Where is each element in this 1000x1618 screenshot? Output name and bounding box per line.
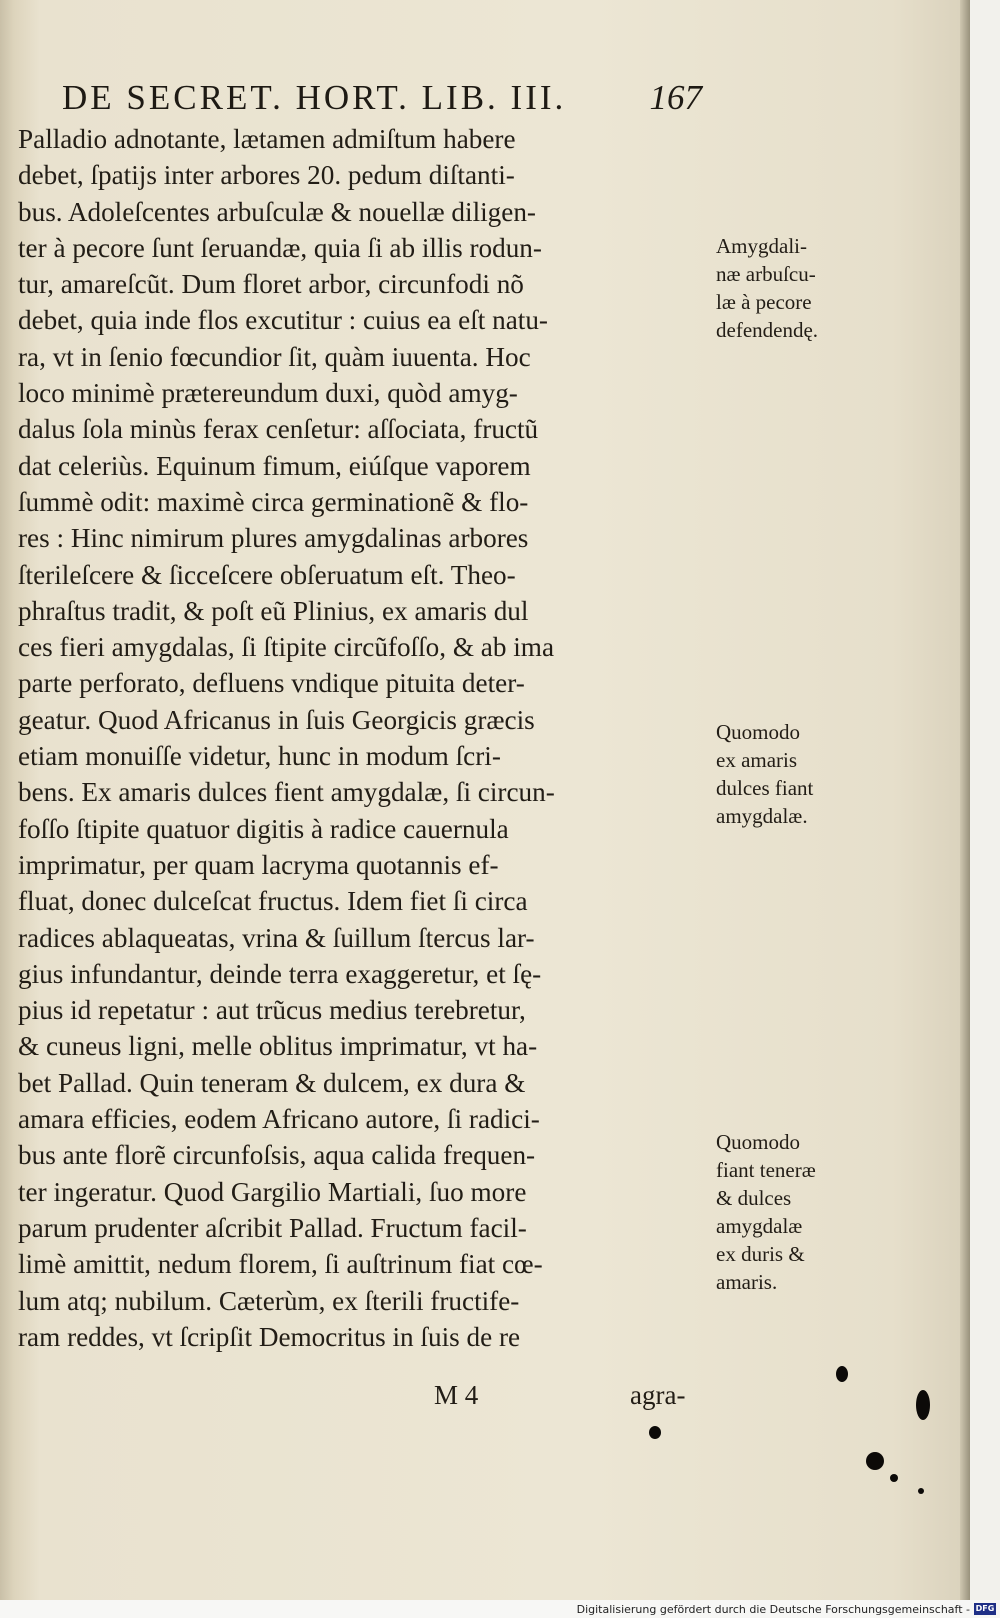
ink-blot [918,1488,924,1494]
text-line: foſſo ſtipite quatuor digitis à radice cauernula [18,813,509,844]
catchword: agra- [630,1380,686,1410]
signature-mark: M 4 [434,1380,479,1410]
ink-blot [649,1426,661,1439]
text-line: debet, ſpatijs inter arbores 20. pedum diſtanti- [18,160,515,191]
funding-credit: Digitalisierung gefördert durch die Deutsche Forschungsgemeinschaft - [576,1603,970,1616]
text-line: ces fieri amygdalas, ſi ſtipite circũfoſſo, & ab ima [18,632,555,663]
text-line: amara efficies, eodem Africano autore, ſi radici- [18,1104,540,1135]
ink-blot [890,1474,898,1482]
text-line: ſterileſcere & ſicceſcere obſeruatum eſt. Theo- [18,559,516,590]
text-line: debet, quia inde flos excutitur : cuius ea eſt natu- [18,305,548,336]
text-line: limè amittit, nedum florem, ſi auſtrinum fiat cœ- [18,1249,543,1280]
text-line: tur, amareſcũt. Dum floret arbor, circunfodi nõ [18,269,524,300]
note-line: & dulces [716,1186,792,1210]
running-title: DE SECRET. HORT. LIB. III. [62,78,567,117]
note-line: defendendę. [716,318,819,342]
note-line: dulces fiant [716,776,814,800]
text-line: parum prudenter aſcribit Pallad. Fructum facil- [18,1212,527,1243]
text-line: phraſtus tradit, & poſt eũ Plinius, ex amaris dul [18,595,529,626]
text-line: ſummè odit: maximè circa germinationẽ & flo- [18,486,529,517]
dfg-logo: DFG [975,1604,995,1613]
main-text-block [18,121,718,1355]
text-line: gius infundantur, deinde terra exaggeretur, et ſę- [18,958,542,989]
note-line: Quomodo [716,720,800,744]
note-line: amygdalæ [716,1214,803,1238]
text-line: parte perforato, defluens vndique pituita deter- [18,668,525,699]
note-line: Quomodo [716,1130,800,1154]
text-line: & cuneus ligni, melle oblitus imprimatur, vt ha- [18,1031,538,1062]
note-line: ex duris & [716,1242,805,1266]
text-line: Palladio adnotante, lætamen admiſtum habere [18,124,516,154]
text-line: bus ante florẽ circunfoſsis, aqua calida frequen- [18,1140,536,1171]
folio-number: 167 [649,78,702,117]
note-line: ex amaris [716,748,798,772]
text-line: dalus ſola minùs ferax cenſetur: aſſociata, fructũ [18,414,539,445]
note-line: næ arbuſcu- [716,262,816,286]
text-line: dat celeriùs. Equinum fimum, eiúſque vaporem [18,450,531,481]
text-line: ter à pecore ſunt ſeruandæ, quia ſi ab illis rodun- [18,232,542,263]
page-edge [960,0,970,1600]
text-line: bens. Ex amaris dulces fient amygdalæ, ſi circun- [18,777,555,808]
text-line: bet Pallad. Quin teneram & dulcem, ex dura & [18,1067,526,1098]
text-line: bus. Adoleſcentes arbuſculæ & nouellæ diligen- [18,196,536,227]
note-line: læ à pecore [716,290,812,314]
footer-bar [0,1600,1000,1618]
note-line: amaris. [716,1270,778,1294]
text-line: ram reddes, vt ſcripſit Democritus in ſuis de re [18,1321,521,1352]
text-line: etiam monuiſſe videtur, hunc in modum ſcri- [18,741,501,772]
text-line: ter ingeratur. Quod Gargilio Martiali, ſuo more [18,1176,527,1207]
text-line: fluat, donec dulceſcat fructus. Idem fiet ſi circa [18,886,528,917]
text-line: imprimatur, per quam lacryma quotannis ef- [18,849,499,880]
text-line: radices ablaqueatas, vrina & ſuillum ſtercus lar- [18,922,535,953]
text-line: res : Hinc nimirum plures amygdalinas arbores [18,523,529,554]
text-line: pius id repetatur : aut trũcus medius terebretur, [18,995,526,1026]
marginal-note-2 [716,718,866,830]
text-line: geatur. Quod Africanus in ſuis Georgicis græcis [18,704,535,735]
text-line: lum atq; nubilum. Cæterùm, ex ſterili fructife- [18,1285,520,1316]
ink-blot [866,1452,884,1470]
ink-blot [836,1366,848,1382]
marginal-note-1 [716,232,866,344]
note-line: fiant teneræ [716,1158,816,1182]
note-line: Amygdali- [716,234,807,258]
ink-blot [916,1390,930,1420]
marginal-note-3 [716,1128,866,1296]
text-line: ra, vt in ſenio fœcundior ſit, quàm iuuenta. Hoc [18,341,531,372]
text-line: loco minimè prætereundum duxi, quòd amyg- [18,378,518,409]
running-header [62,78,702,118]
note-line: amygdalæ. [716,804,808,828]
